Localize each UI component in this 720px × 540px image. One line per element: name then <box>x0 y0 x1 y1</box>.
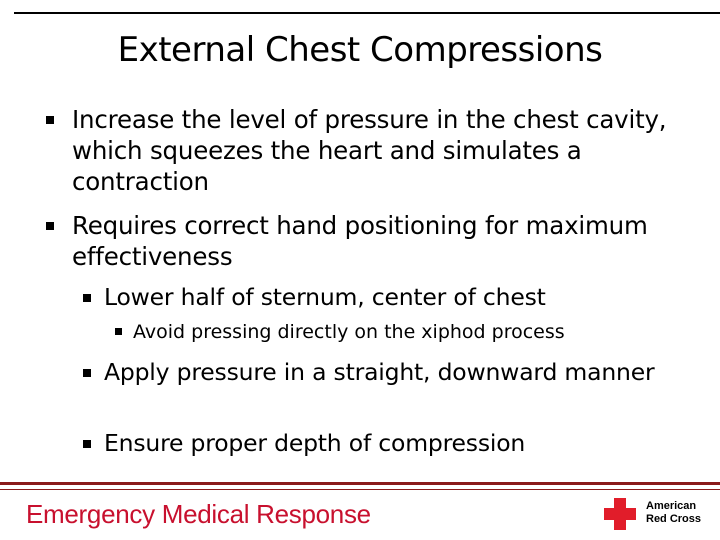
top-divider <box>14 12 720 14</box>
footer-divider-thin <box>0 489 720 490</box>
footer-divider <box>0 482 720 485</box>
sub-bullet-item <box>104 282 694 313</box>
bullet-text: Increase the level of pressure in the chest cavity, which squeezes the heart and simulates a contraction <box>72 105 667 196</box>
red-cross-icon <box>604 498 636 530</box>
footer-course-name: Emergency Medical Response <box>26 499 371 529</box>
bullet-text: Requires correct hand positioning for maximum effectiveness <box>72 211 648 271</box>
sub-sub-bullet-item <box>133 319 693 345</box>
square-bullet-icon <box>83 369 91 377</box>
logo-text: American Red Cross <box>646 500 702 525</box>
red-cross-logo <box>604 498 714 532</box>
sub-bullet-text: Lower half of sternum, center of chest <box>104 283 546 311</box>
sub-bullet-item <box>104 357 694 388</box>
sub-bullet-item <box>104 428 694 459</box>
sub-sub-bullet-text: Avoid pressing directly on the xiphod process <box>133 321 565 343</box>
bullet-item <box>72 210 692 272</box>
sub-bullet-text: Ensure proper depth of compression <box>104 429 526 457</box>
square-bullet-icon <box>83 294 91 302</box>
square-bullet-icon <box>115 328 122 335</box>
sub-bullet-text: Apply pressure in a straight, downward manner <box>104 358 655 386</box>
slide-title: External Chest Compressions <box>117 30 603 70</box>
square-bullet-icon <box>46 222 54 230</box>
bullet-item <box>72 104 692 197</box>
square-bullet-icon <box>46 116 54 124</box>
square-bullet-icon <box>83 440 91 448</box>
